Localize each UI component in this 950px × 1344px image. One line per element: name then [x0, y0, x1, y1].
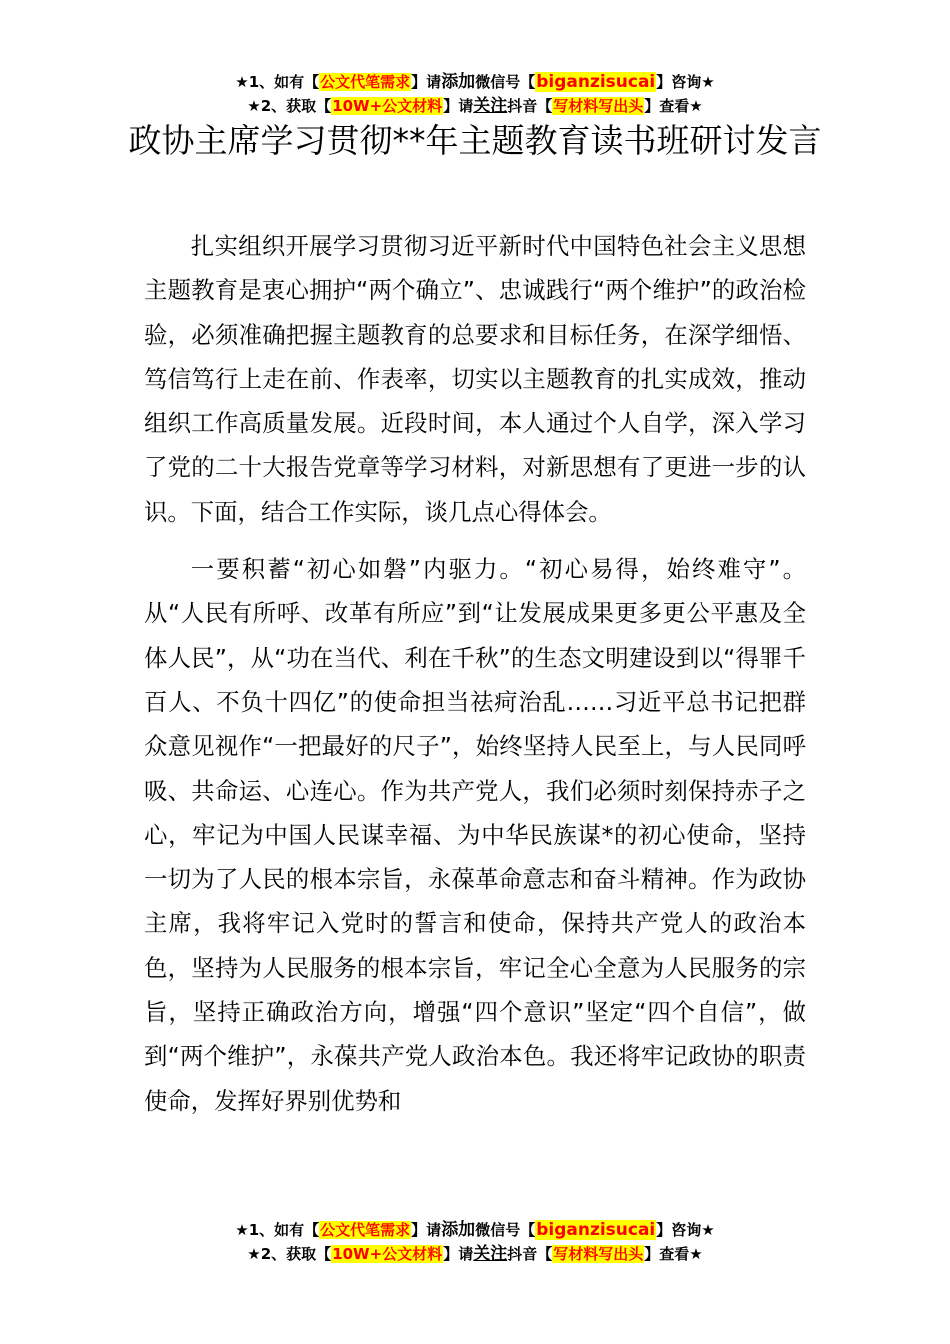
document-body	[144, 224, 806, 1123]
banner-text: ★1、如有【	[235, 73, 320, 91]
top-banner	[0, 70, 950, 118]
banner-line-2	[0, 94, 950, 118]
banner-line-1	[0, 1218, 950, 1242]
bottom-banner	[0, 1218, 950, 1266]
banner-text: 】咨询★	[656, 1221, 715, 1239]
banner-emphasis: 关注	[473, 96, 508, 116]
banner-text: 】查看★	[644, 97, 703, 115]
highlight-douyin-account: 写材料写出头	[553, 1245, 644, 1263]
banner-text: 微信号【	[475, 1221, 536, 1239]
banner-text: 】咨询★	[656, 73, 715, 91]
paragraph-intro: 扎实组织开展学习贯彻习近平新时代中国特色社会主义思想主题教育是衷心拥护“两个确立”、忠诚践行“两个维护”的政治检验，必须准确把握主题教育的总要求和目标任务，在深学细悟、笃信笃行上走在前、作表率，切实以主题教育的扎实成效，推动组织工作高质量发展。近段时间，本人通过个人自学，深入学习了党的二十大报告党章等学习材料，对新思想有了更进一步的认识。下面，结合工作实际，谈几点心得体会。	[144, 232, 806, 526]
banner-line-1	[0, 70, 950, 94]
highlight-wechat-id: biganzisucai	[536, 1220, 656, 1240]
banner-text: 微信号【	[475, 73, 536, 91]
highlight-materials: 10W+公文材料	[332, 1245, 443, 1263]
banner-text: 抖音【	[507, 1245, 553, 1263]
banner-emphasis: 关注	[473, 1244, 508, 1264]
highlight-materials: 10W+公文材料	[332, 97, 443, 115]
paragraph-point-1: 一要积蓄“初心如磐”内驱力。“初心易得，始终难守”。从“人民有所呼、改革有所应”到“让发展成果更多更公平惠及全体人民”，从“功在当代、利在千秋”的生态文明建设到以“得罪千百人、不负十四亿”的使命担当祛疴治乱……习近平总书记把群众意见视作“一把最好的尺子”，始终坚持人民至上，与人民同呼吸、共命运、心连心。作为共产党人，我们必须时刻保持赤子之心，牢记为中国人民谋幸福、为中华民族谋*的初心使命，坚持一切为了人民的根本宗旨，永葆革命意志和奋斗精神。作为政协主席，我将牢记入党时的誓言和使命，保持共产党人的政治本色，坚持为人民服务的根本宗旨，牢记全心全意为人民服务的宗旨，坚持正确政治方向，增强“四个意识”坚定“四个自信”，做到“两个维护”，永葆共产党人政治本色。我还将牢记政协的职责使命，发挥好界别优势和	[144, 555, 806, 1115]
banner-line-2	[0, 1242, 950, 1266]
banner-text: ★2、获取【	[247, 97, 332, 115]
banner-text: 】请	[411, 1221, 442, 1239]
banner-text: 】请	[443, 97, 474, 115]
banner-text: 抖音【	[507, 97, 553, 115]
highlight-service: 公文代笔需求	[320, 73, 411, 91]
banner-text: ★1、如有【	[235, 1221, 320, 1239]
document-title: 政协主席学习贯彻**年主题教育读书班研讨发言	[128, 121, 822, 160]
highlight-wechat-id: biganzisucai	[536, 72, 656, 92]
banner-text: 】请	[443, 1245, 474, 1263]
banner-text: 】查看★	[644, 1245, 703, 1263]
banner-text: 】请	[411, 73, 442, 91]
banner-text: ★2、获取【	[247, 1245, 332, 1263]
banner-emphasis: 添加	[441, 72, 476, 92]
highlight-service: 公文代笔需求	[320, 1221, 411, 1239]
banner-emphasis: 添加	[441, 1220, 476, 1240]
highlight-douyin-account: 写材料写出头	[553, 97, 644, 115]
